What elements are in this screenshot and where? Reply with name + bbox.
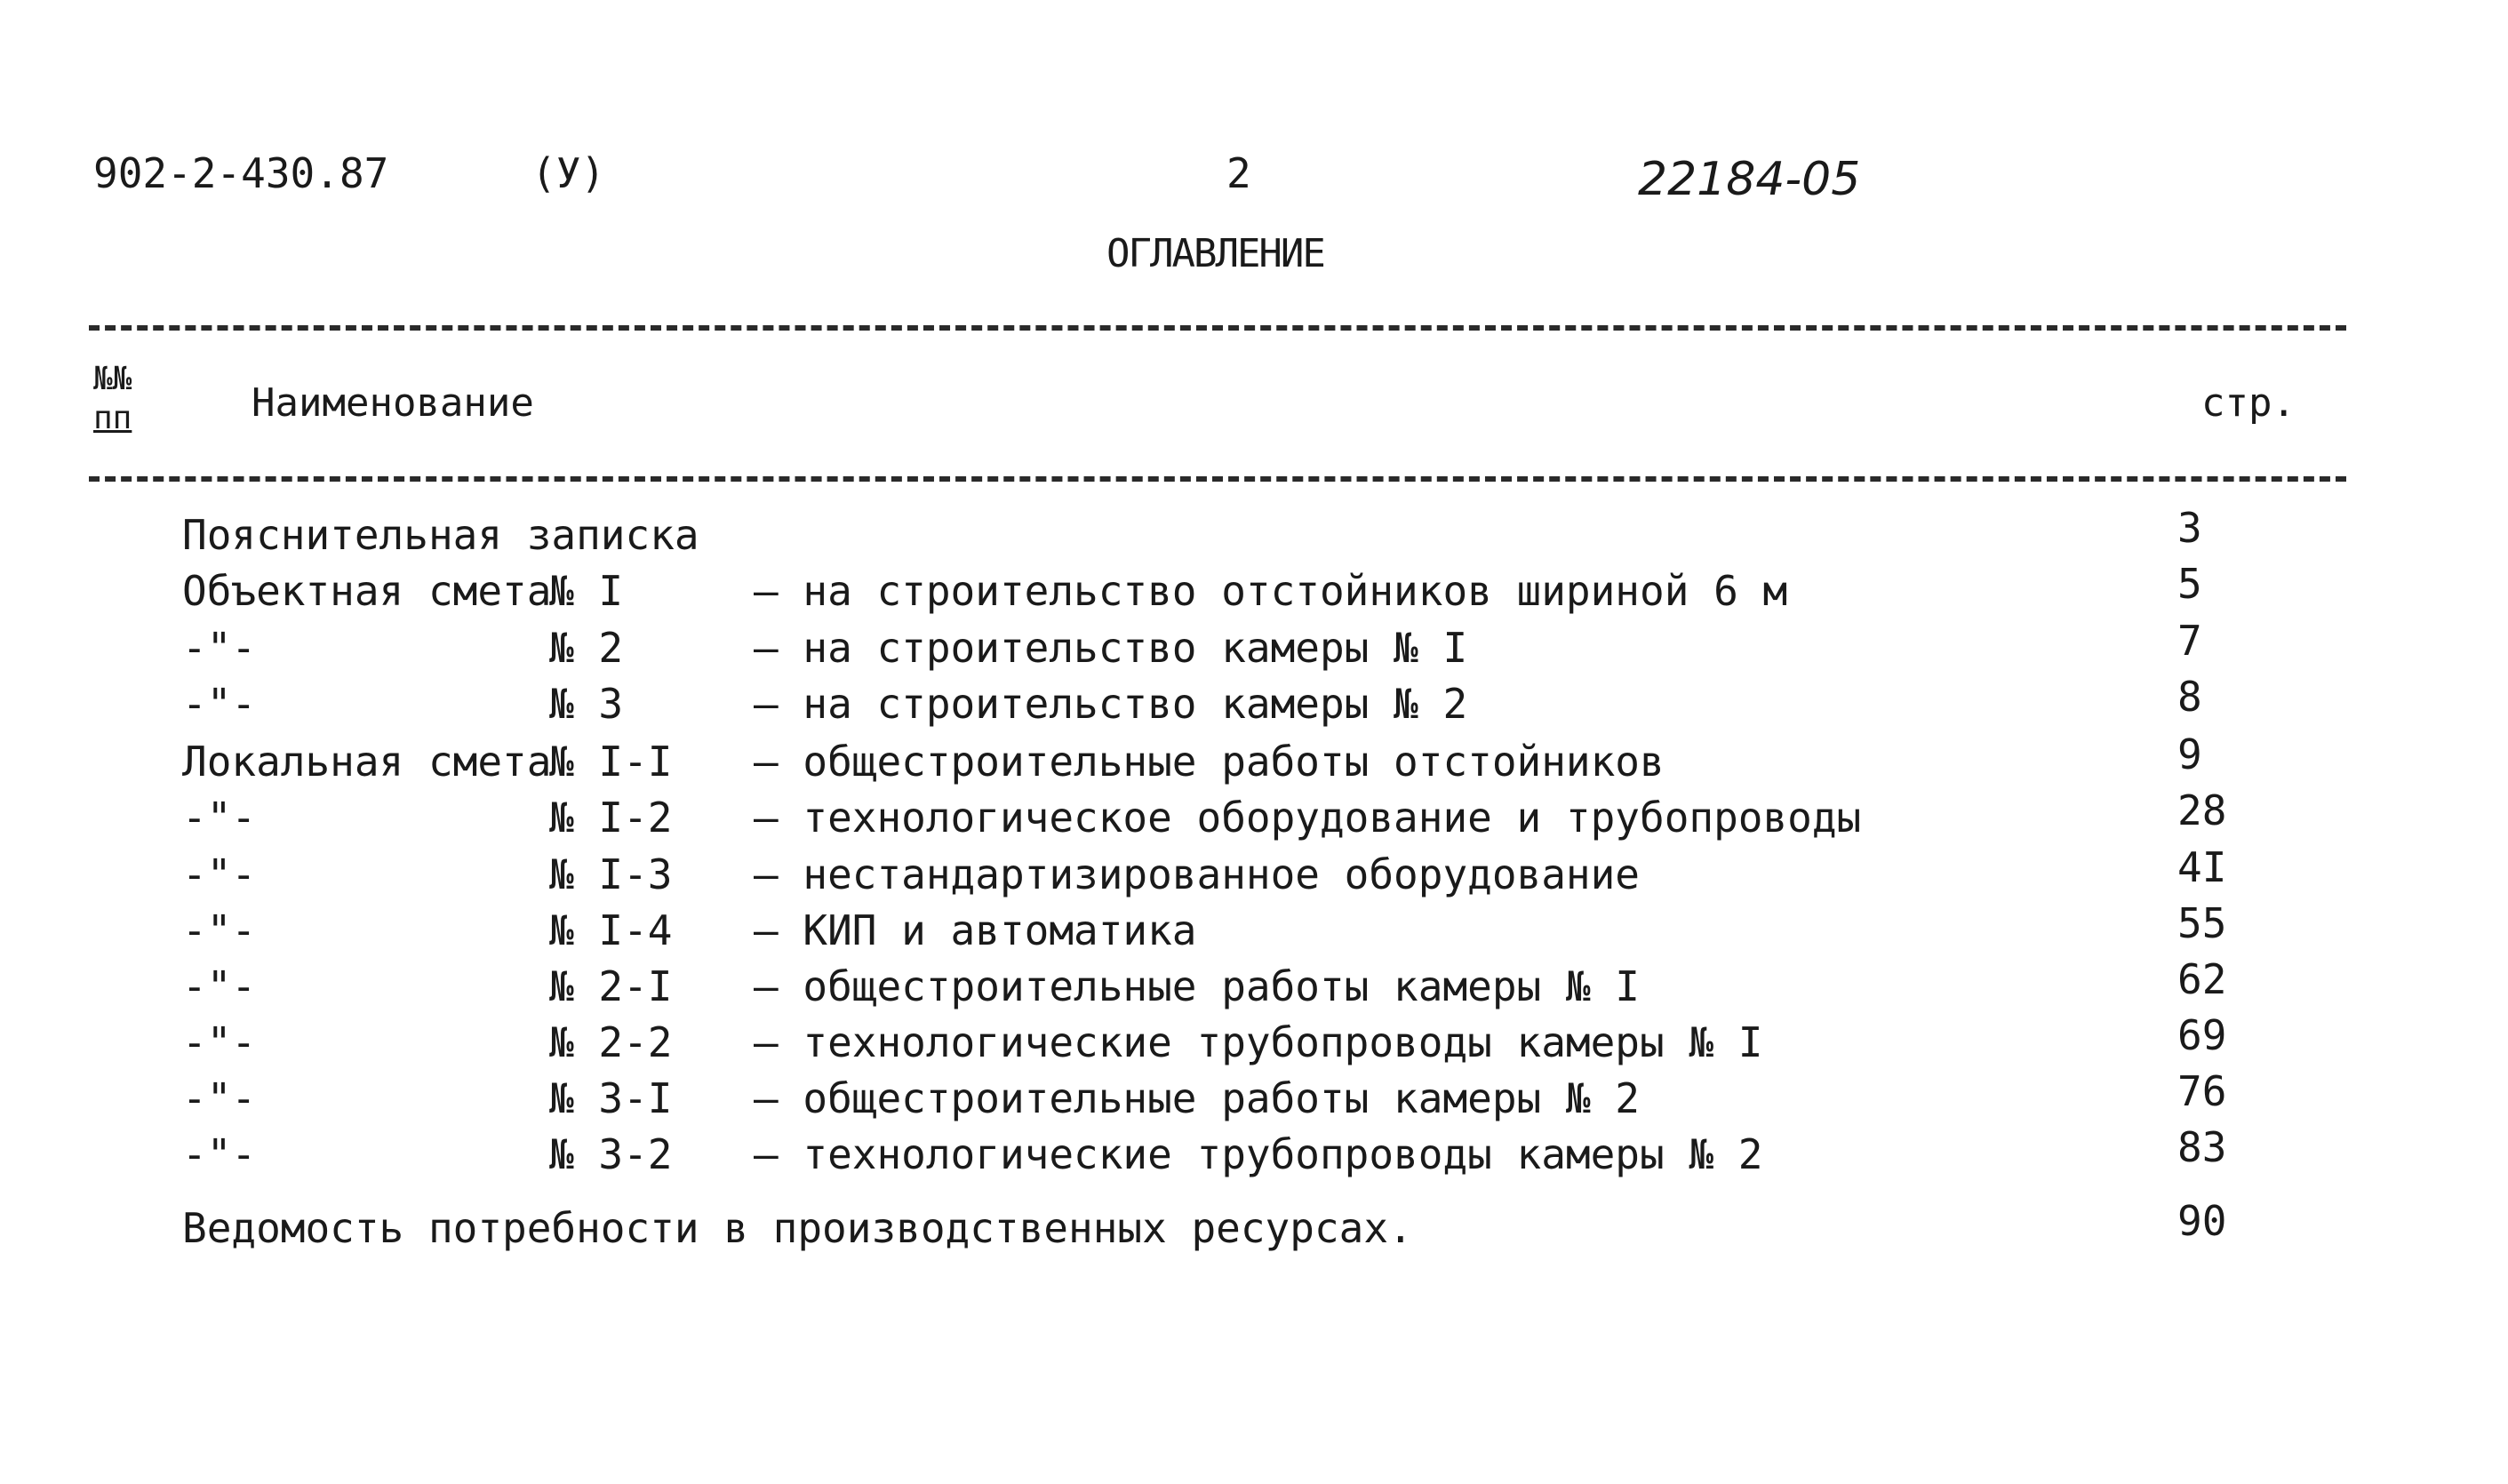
row-description: – на строительство камеры № I [754,624,1468,672]
row-page: 8 [2177,673,2202,721]
row-number: № I-I [549,738,673,786]
row-document-type: Ведомость потребности в производственных ресурсах. [182,1204,1413,1252]
header-dashed-rule [89,476,2346,482]
contents-row [0,1197,2508,1257]
row-number: № 2-I [549,962,673,1010]
row-page: 83 [2177,1123,2227,1171]
row-number: № 2 [549,624,624,672]
row-page: 28 [2177,786,2227,834]
contents-row [0,560,2508,620]
contents-row [0,899,2508,960]
contents-row [0,673,2508,733]
row-document-type: -"- [182,962,257,1010]
row-number: № 3 [549,680,624,728]
row-description: – общестроительные работы камеры № I [754,962,1640,1010]
row-description: – технологические трубопроводы камеры № I [754,1018,1763,1066]
row-page: 4I [2177,843,2227,891]
row-document-type: -"- [182,850,257,898]
row-document-type: Локальная смета [182,738,552,786]
row-description: – общестроительные работы отстойников [754,738,1665,786]
contents-row [0,1123,2508,1184]
row-page: 90 [2177,1197,2227,1245]
row-description: – технологические трубопроводы камеры № 2 [754,1130,1763,1178]
row-document-type: -"- [182,1018,257,1066]
row-document-type: -"- [182,1130,257,1178]
row-number: № I-2 [549,794,673,842]
row-document-type: -"- [182,1074,257,1122]
row-number: № I-3 [549,850,673,898]
handwritten-number: 22184-05 [1638,153,1861,206]
row-page: 69 [2177,1011,2227,1059]
column-number-header-line2: пп [93,400,132,436]
row-description: – общестроительные работы камеры № 2 [754,1074,1640,1122]
contents-row [0,843,2508,904]
top-dashed-rule [89,325,2346,331]
contents-row [0,1067,2508,1128]
page-title: ОГЛАВЛЕНИЕ [1106,231,1324,276]
row-document-type: -"- [182,906,257,954]
contents-row [0,786,2508,847]
row-page: 7 [2177,617,2202,665]
row-number: № 2-2 [549,1018,673,1066]
row-number: № I-4 [549,906,673,954]
contents-row [0,504,2508,564]
row-description: – КИП и автоматика [754,906,1197,954]
row-description: – на строительство отстойников шириной 6 м [754,567,1788,615]
row-page: 3 [2177,504,2202,552]
row-number: № 3-2 [549,1130,673,1178]
row-document-type: -"- [182,624,257,672]
contents-row [0,955,2508,1016]
column-number-header-line1: №№ [93,361,132,397]
row-description: – на строительство камеры № 2 [754,680,1468,728]
row-page: 62 [2177,955,2227,1003]
row-page: 76 [2177,1067,2227,1115]
column-page-header: стр. [2201,380,2296,426]
row-number: № I [549,567,624,615]
contents-row [0,1011,2508,1072]
row-description: – нестандартизированное оборудование [754,850,1640,898]
row-page: 9 [2177,730,2202,778]
row-page: 5 [2177,560,2202,608]
page-number: 2 [1226,149,1251,197]
column-name-header: Наименование [252,380,534,426]
contents-row [0,617,2508,677]
row-document-type: -"- [182,794,257,842]
document-mark: (У) [531,149,606,197]
contents-row [0,730,2508,791]
row-description: – технологическое оборудование и трубопроводы [754,794,1862,842]
column-number-header [93,360,132,438]
row-document-type: Пояснительная записка [182,511,699,559]
row-document-type: -"- [182,680,257,728]
row-number: № 3-I [549,1074,673,1122]
row-page: 55 [2177,899,2227,947]
row-document-type: Объектная смета [182,567,552,615]
document-code: 902-2-430.87 [93,149,389,197]
